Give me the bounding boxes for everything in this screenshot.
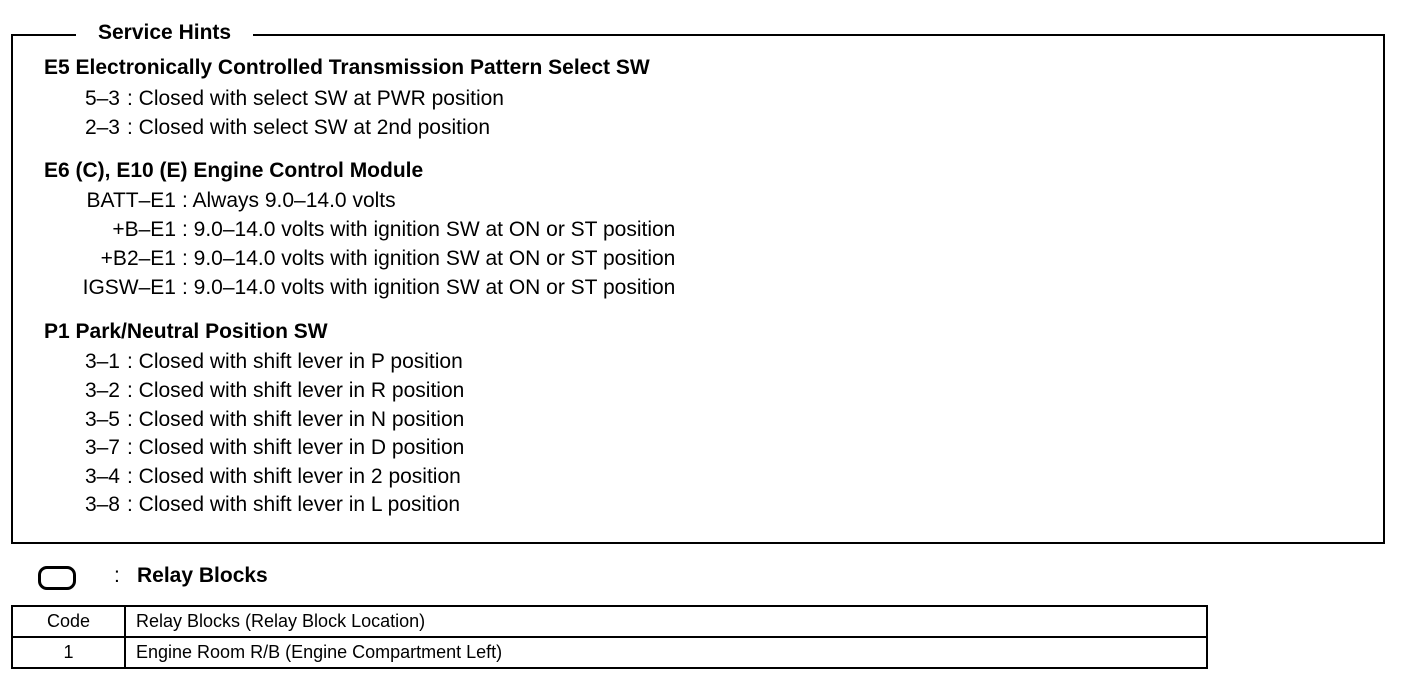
hint-value: : Closed with shift lever in N position bbox=[127, 408, 465, 431]
table-header-row bbox=[12, 606, 1207, 637]
table-row bbox=[12, 637, 1207, 668]
hint-value: : 9.0–14.0 volts with ignition SW at ON or ST position bbox=[182, 276, 676, 299]
hint-key: 3–2 bbox=[84, 379, 120, 402]
hint-value: : 9.0–14.0 volts with ignition SW at ON or ST position bbox=[182, 218, 676, 241]
hint-value: : 9.0–14.0 volts with ignition SW at ON or ST position bbox=[182, 247, 676, 270]
hint-value: : Always 9.0–14.0 volts bbox=[182, 189, 396, 212]
hint-key: 3–1 bbox=[84, 350, 120, 373]
relay-blocks-table bbox=[11, 605, 1208, 669]
service-hints-title: Service Hints bbox=[76, 19, 253, 47]
hint-key: 5–3 bbox=[84, 87, 120, 110]
hint-value: : Closed with shift lever in 2 position bbox=[127, 465, 461, 488]
hint-key: 3–5 bbox=[84, 408, 120, 431]
hint-key: 3–4 bbox=[84, 465, 120, 488]
hint-value: : Closed with shift lever in D position bbox=[127, 436, 465, 459]
header-relay-blocks: Relay Blocks (Relay Block Location) bbox=[125, 606, 1207, 637]
hint-value: : Closed with shift lever in R position bbox=[127, 379, 465, 402]
hint-key: 3–7 bbox=[84, 436, 120, 459]
hint-key: IGSW–E1 bbox=[82, 276, 176, 299]
hint-value: : Closed with select SW at 2nd position bbox=[127, 116, 491, 139]
header-code: Code bbox=[12, 606, 125, 637]
hint-key: +B–E1 bbox=[112, 218, 176, 241]
hint-value: : Closed with shift lever in L position bbox=[127, 493, 461, 516]
section-heading-e6-e10: E6 (C), E10 (E) Engine Control Module bbox=[44, 159, 424, 182]
hint-key: +B2–E1 bbox=[100, 247, 176, 270]
rounded-rectangle-icon bbox=[38, 566, 76, 590]
legend-label: Relay Blocks bbox=[137, 564, 268, 587]
hint-value: : Closed with shift lever in P position bbox=[127, 350, 463, 373]
hint-key: BATT–E1 bbox=[86, 189, 176, 212]
legend-colon: : bbox=[114, 564, 120, 587]
section-heading-e5: E5 Electronically Controlled Transmission Pattern Select SW bbox=[44, 56, 650, 79]
cell-code: 1 bbox=[12, 637, 125, 668]
hint-key: 3–8 bbox=[84, 493, 120, 516]
hint-key: 2–3 bbox=[84, 116, 120, 139]
section-heading-p1: P1 Park/Neutral Position SW bbox=[44, 320, 328, 343]
cell-location: Engine Room R/B (Engine Compartment Left) bbox=[125, 637, 1207, 668]
hint-value: : Closed with select SW at PWR position bbox=[127, 87, 504, 110]
